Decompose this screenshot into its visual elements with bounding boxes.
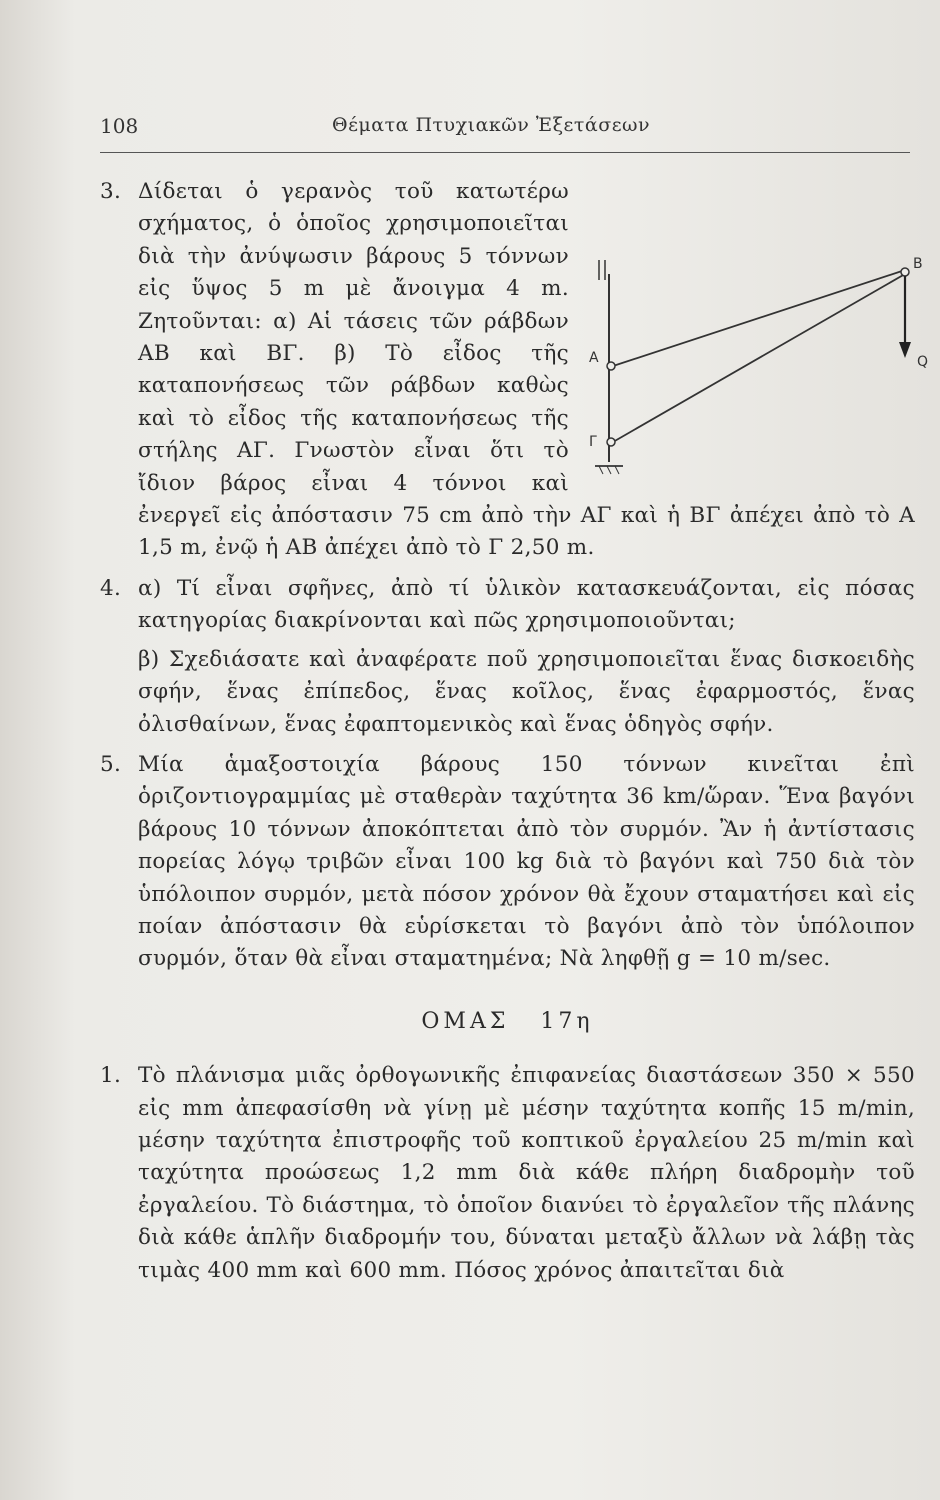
base-hatch [599,466,603,474]
header-rule [100,152,910,153]
crane-diagram [575,234,935,494]
rod-ab [613,270,905,366]
problem-number: 3. [100,179,122,204]
problem-5 [100,749,915,976]
joint-g [607,438,615,446]
problem-4 [100,573,915,741]
label-g: Γ [589,434,598,450]
group-problem-1-text: Τὸ πλάνισμα μιᾶς ὀρθογωνικῆς ἐπιφανείας διαστάσεων 350 × 550 εἰς mm ἀπεφασίσθη νὰ γίνῃ μὲ μέσην ταχύτητα κοπῆς 15 m/min, μέσην ταχύτητα ἐπιστροφῆς τοῦ κοπτικοῦ ἐργαλείου 25 m/min καὶ ταχύτητα προώσεως 1,2 mm διὰ κάθε πλήρη διαδρομὴν τοῦ ἐργαλείου. Τὸ διάστημα, τὸ ὁποῖον διανύει τὸ ἐργαλεῖον τῆς πλάνης διὰ κάθε ἁπλῆν διαδρομήν του, δύναται μεταξὺ ἄλλων νὰ λάβῃ τὰς τιμὰς 400 mm καὶ 600 mm. Πόσος χρόνος ἀπαιτεῖται διὰ [138,1063,915,1283]
label-b: B [913,256,923,272]
base-hatch [607,466,611,474]
page-number: 108 [100,114,139,138]
label-q: Q [917,354,929,370]
problem-4-part-a: α) Τί εἶναι σφῆνες, ἀπὸ τί ὑλικὸν κατασκευάζονται, εἰς πόσας κατηγορίας διακρίνονται καὶ πῶς χρησιμοποιοῦνται; [138,575,915,634]
problem-4-part-b: β) Σχεδιάσατε καὶ ἀναφέρατε ποῦ χρησιμοποιεῖται ἕνας δισκοειδὴς σφήν, ἕνας ἐπίπεδος, ἕνας κοῖλος, ἕνας ἐφαρμοστός, ἕνας ὀλισθαίνων, ἕνας ἐφαπτομενικὸς καὶ ἕνας ὁδηγὸς σφήν. [138,646,915,737]
problem-number: 5. [100,751,122,777]
label-a: A [589,350,599,366]
group-label: ΟΜΑΣ [421,1008,510,1034]
problem-3 [100,176,929,565]
problem-5-text: Μία ἁμαξοστοιχία βάρους 150 τόννων κινεῖται ἐπὶ ὁριζοντιογραμμίας μὲ σταθερὰν ταχύτητα 36 km/ὥραν. Ἕνα βαγόνι βάρους 10 τόννων ἀποκόπτεται ἀπὸ τὸν συρμόν. Ἂν ἡ ἀντίστασις πορείας λόγῳ τριβῶν εἶναι 100 kg διὰ τὸ βαγόνι καὶ 750 διὰ τὸν ὑπόλοιπον συρμόν, μετὰ πόσον χρόνον θὰ ἔχουν σταματήσει καὶ εἰς ποίαν ἀπόστασιν θὰ εὑρίσκεται τὸ βαγόνι ἀπὸ τὸν ὑπόλοιπον συρμόν, ὅταν θὰ εἶναι σταματημένα; Νὰ ληφθῇ g = 10 m/sec. [138,751,915,972]
group-number: 17η [540,1008,594,1034]
group-heading [100,1006,915,1038]
base-hatch [615,466,619,474]
problem-number: 4. [100,575,122,601]
rod-bg [613,274,905,442]
group-problem-1 [100,1060,915,1287]
joint-b [901,268,909,276]
problem-3-text: Δίδεται ὁ γερανὸς τοῦ κατωτέρω σχήματος, ὁ ὁποῖος χρησιμοποιεῖται διὰ τὴν ἀνύψωσιν βάρους 5 τόννων εἰς ὕψος 5 m μὲ ἄνοιγμα 4 m. Ζητοῦνται: α) Αἱ τάσεις τῶν ράβδων AB καὶ BΓ. β) Τὸ εἶδος τῆς καταπονήσεως τῶν ράβδων καθὼς καὶ τὸ εἶδος τῆς καταπονήσεως τῆς στήλης AΓ. Γνωστὸν εἶναι ὅτι τὸ ἴδιον βάρος εἶναι 4 τόννοι καὶ ἐνεργεῖ εἰς ἀπόστασιν 75 cm ἀπὸ τὴν AΓ καὶ ἡ BΓ ἀπέχει ἀπὸ τὸ A 1,5 m, ἐνῷ ἡ AB ἀπέχει ἀπὸ τὸ Γ 2,50 m. [138,179,915,561]
load-arrow-head [899,342,911,358]
crane-figure [575,234,935,494]
problem-3-body [138,176,929,565]
page-body [100,176,929,1287]
problem-number: 1. [100,1063,122,1089]
joint-a [607,362,615,370]
running-title: Θέματα Πτυχιακῶν Ἐξετάσεων [332,114,651,136]
